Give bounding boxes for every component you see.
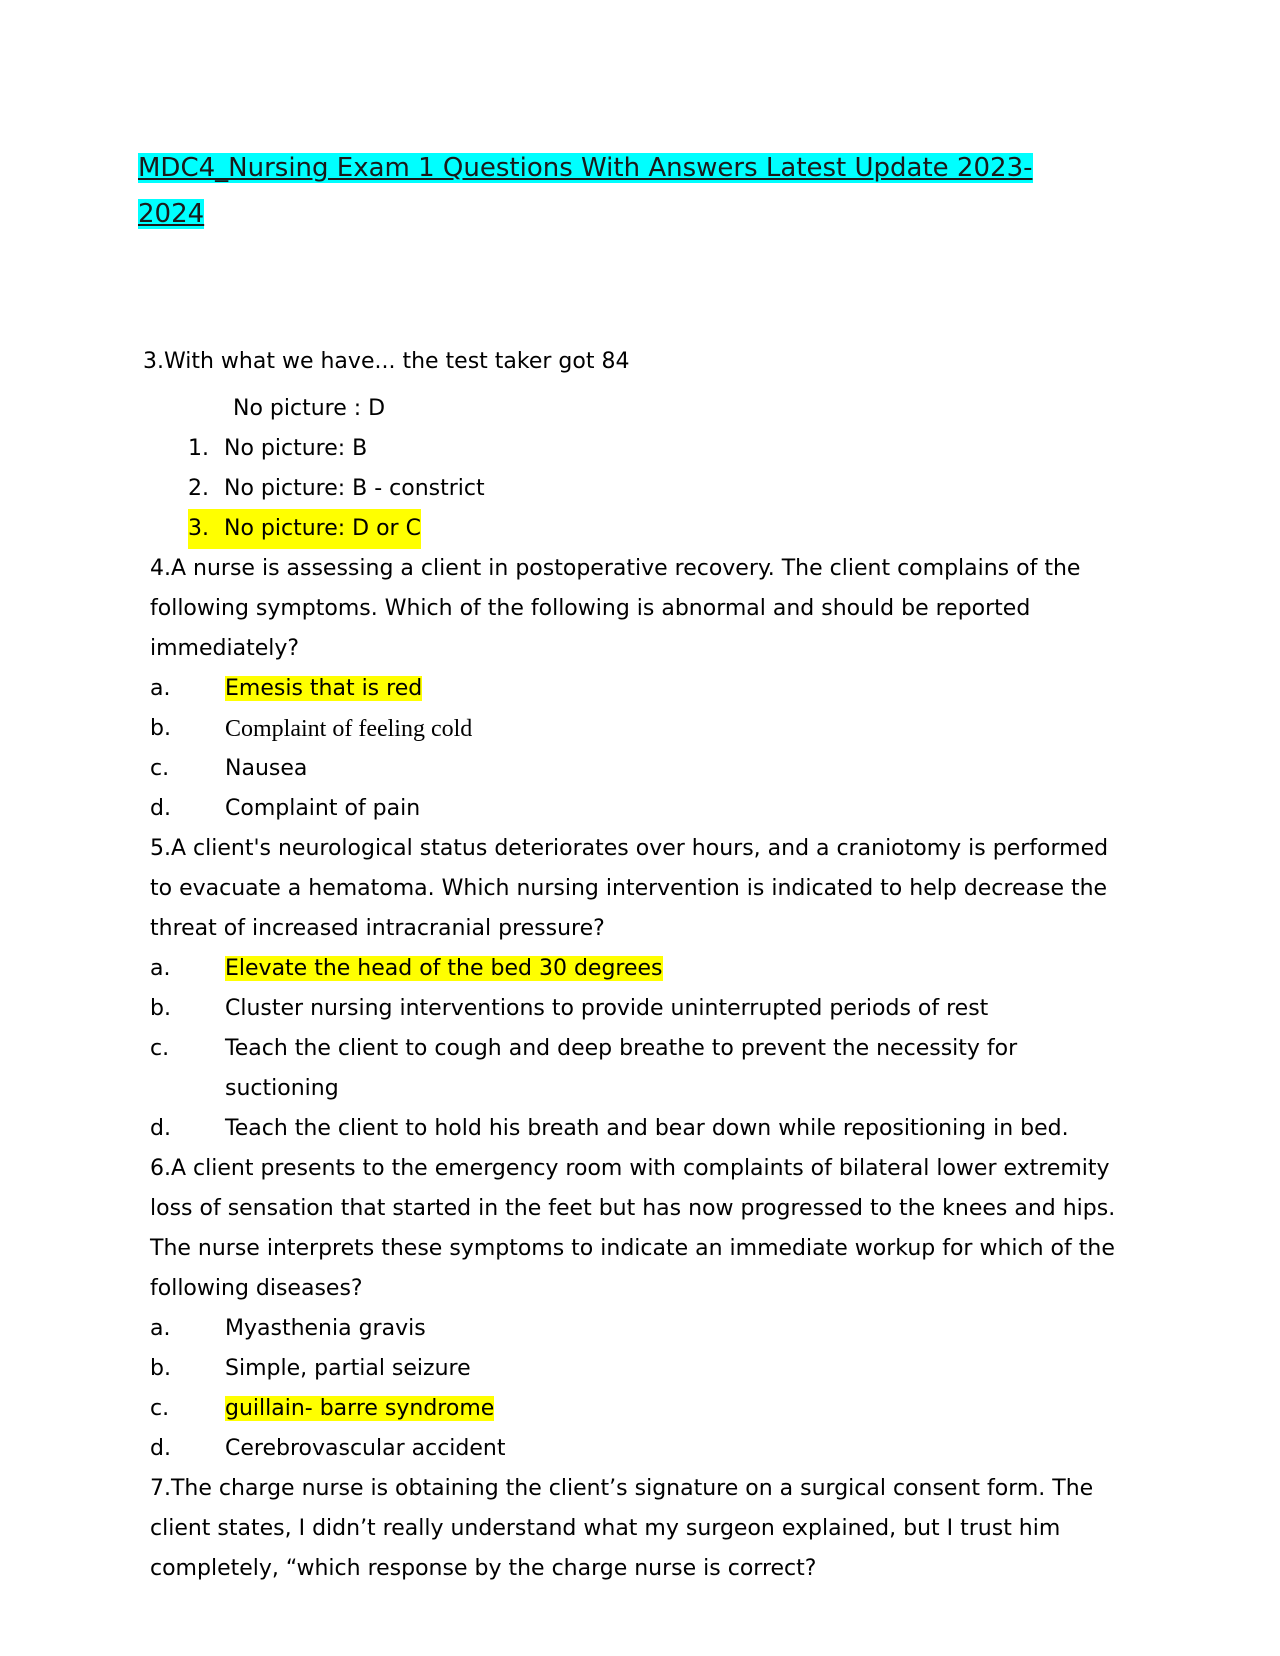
q3-item-answer: 3. No picture: D or C <box>150 509 1120 549</box>
q6-question: 6.A client presents to the emergency room with complaints of bilateral lower extremity loss of sensation that started in the feet but has now progressed to the knees and hips. The nurse interprets these symptoms to indicate an immediate workup for which of the following diseases? <box>150 1156 1116 1301</box>
q4-option-b: b. Complaint of feeling cold <box>150 716 473 742</box>
q4-option-d: d. Complaint of pain <box>150 796 421 821</box>
q3-item: 1. No picture: B <box>188 436 368 461</box>
answer-highlight: guillain- barre syndrome <box>225 1396 495 1421</box>
q5-option-a: a. Elevate the head of the bed 30 degrees <box>150 949 1120 989</box>
q5-option-c: c. Teach the client to cough and deep breathe to prevent the necessity for suctioning <box>150 1036 1018 1101</box>
q4-option-c: c. Nausea <box>150 756 308 781</box>
document-body <box>143 342 1120 1589</box>
q6-option-c: c. guillain- barre syndrome <box>150 1389 1120 1429</box>
q5-option-b: b. Cluster nursing interventions to provide uninterrupted periods of rest <box>150 996 989 1021</box>
answer-highlight: Elevate the head of the bed 30 degrees <box>225 956 663 981</box>
q3-sub-answer: No picture : D <box>233 396 386 421</box>
document-title: MDC4_Nursing Exam 1 Questions With Answers Latest Update 2023-2024 <box>138 153 1033 229</box>
q3-item: 2. No picture: B - constrict <box>188 476 485 501</box>
q5-option-d: d. Teach the client to hold his breath and bear down while repositioning in bed. <box>150 1116 1069 1141</box>
q4-question: 4.A nurse is assessing a client in postoperative recovery. The client complains of the following symptoms. Which of the following is abnormal and should be reported immediately? <box>150 556 1081 661</box>
q4-option-a: a. Emesis that is red <box>150 669 1120 709</box>
q3-header: 3.With what we have... the test taker got 84 <box>143 349 630 374</box>
q5-question: 5.A client's neurological status deteriorates over hours, and a craniotomy is performed to evacuate a hematoma. Which nursing intervention is indicated to help decrease the threat of increased intracranial pressure? <box>150 836 1109 941</box>
q7-question: 7.The charge nurse is obtaining the client’s signature on a surgical consent form. The client states, I didn’t really understand what my surgeon explained, but I trust him completely, “which response by the charge nurse is correct? <box>150 1476 1094 1581</box>
answer-highlight: Emesis that is red <box>225 676 423 701</box>
q6-option-d: d. Cerebrovascular accident <box>150 1436 506 1461</box>
q6-option-b: b. Simple, partial seizure <box>150 1356 471 1381</box>
q6-option-a: a. Myasthenia gravis <box>150 1316 426 1341</box>
